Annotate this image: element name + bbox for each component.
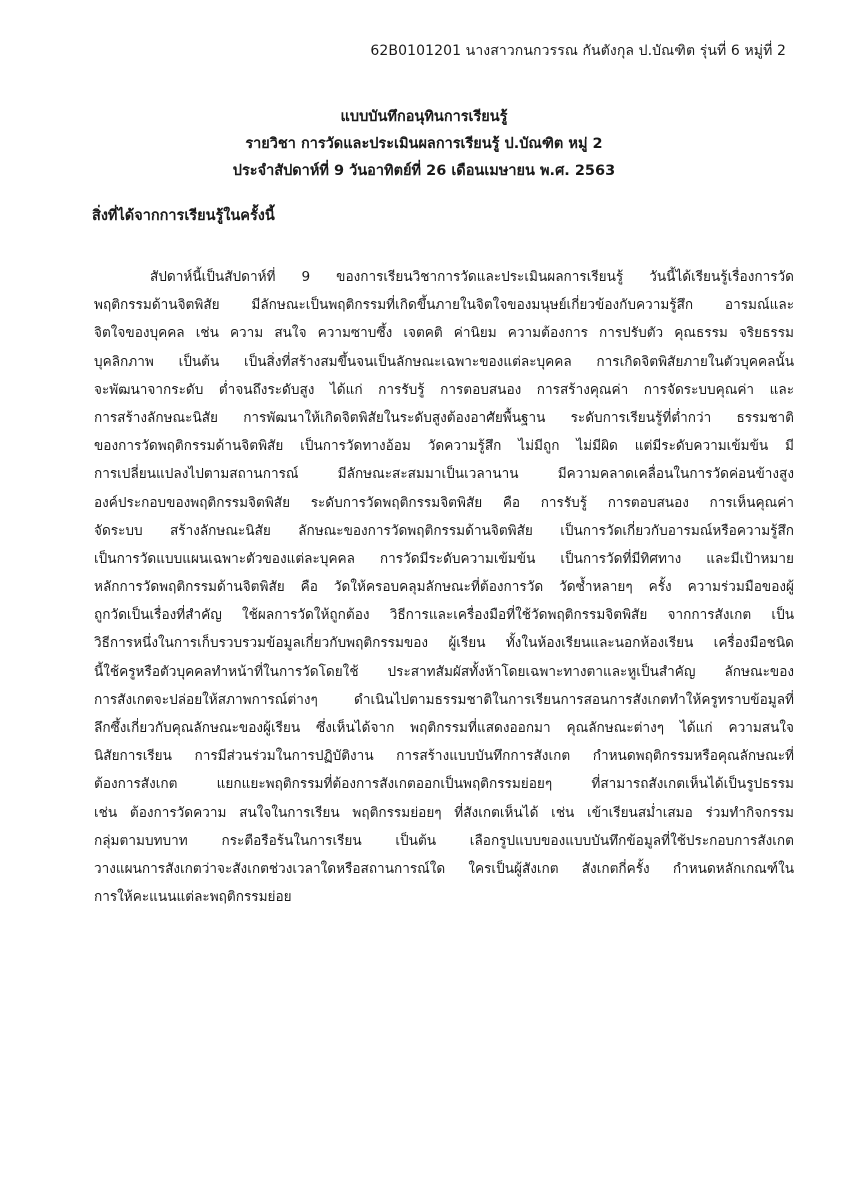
course-subtitle: รายวิชา การวัดและประเมินผลการเรียนรู้ ป.บัณฑิต หมู่ 2 <box>245 136 603 152</box>
paragraph-line: วางแผนการสังเกตว่าจะสังเกตช่วงเวลาใดหรือสถานการณ์ใด ใครเป็นผู้สังเกต สังเกตกี่ครั้ง กำหนดหลักเกณฑ์ใน <box>94 860 794 877</box>
paragraph-line: การสร้างลักษณะนิสัย การพัฒนาให้เกิดจิตพิสัยในระดับสูงต้องอาศัยพื้นฐาน ระดับการเรียนรู้ที่ต่ำกว่า ธรรมชาติ <box>94 409 794 426</box>
title-block <box>0 104 848 185</box>
paragraph-line: กลุ่มตามบทบาท กระตือรือร้นในการเรียน เป็นต้น เลือกรูปแบบของแบบบันทึกข้อมูลที่ใช้ประกอบการสังเกต <box>94 832 794 849</box>
paragraph-line: หลักการวัดพฤติกรรมด้านจิตพิสัย คือ วัดให้ครอบคลุมลักษณะที่ต้องการวัด วัดซ้ำหลายๆ ครั้ง ความร่วมมือของผู้ <box>94 579 794 596</box>
paragraph-line: จิตใจของบุคคล เช่น ความ สนใจ ความซาบซึ้ง เจตคติ ค่านิยม ความต้องการ การปรับตัว คุณธรรม จริยธรรม <box>94 325 794 342</box>
paragraph-line: การสังเกตจะปล่อยให้สภาพการณ์ต่างๆ ดำเนินไปตามธรรมชาติในการเรียนการสอนการสังเกตทำให้ครูทราบข้อมูลที่ <box>94 691 794 708</box>
paragraph-line: บุคลิกภาพ เป็นต้น เป็นสิ่งที่สร้างสมขึ้นจนเป็นลักษณะเฉพาะของแต่ละบุคคล การเกิดจิตพิสัยภายในตัวบุคคลนั้น <box>94 353 794 370</box>
paragraph-line: จะพัฒนาจากระดับ ต่ำจนถึงระดับสูง ได้แก่ การรับรู้ การตอบสนอง การสร้างคุณค่า การจัดระบบคุณค่า และ <box>94 381 794 398</box>
paragraph-line: นิสัยการเรียน การมีส่วนร่วมในการปฏิบัติงาน การสร้างแบบบันทึกการสังเกต กำหนดพฤติกรรมหรือคุณลักษณะที่ <box>94 748 794 765</box>
paragraph-line: องค์ประกอบของพฤติกรรมจิตพิสัย ระดับการวัดพฤติกรรมจิตพิสัย คือ การรับรู้ การตอบสนอง การเห็นคุณค่า <box>94 494 794 511</box>
paragraph-line: สัปดาห์นี้เป็นสัปดาห์ที่ 9 ของการเรียนวิชาการวัดและประเมินผลการเรียนรู้ วันนี้ได้เรียนรู้เรื่องการวัด <box>150 269 794 285</box>
student-info-header: 62B0101201 นางสาวกนกวรรณ กันตังกุล ป.บัณฑิต รุ่นที่ 6 หมู่ที่ 2 <box>370 43 786 59</box>
paragraph-line: ถูกวัดเป็นเรื่องที่สำคัญ ใช้ผลการวัดให้ถูกต้อง วิธีการและเครื่องมือที่ใช้วัดพฤติกรรมจิตพิสัย จากการสังเกต เป็น <box>94 607 794 624</box>
paragraph-line: ต้องการสังเกต แยกแยะพฤติกรรมที่ต้องการสังเกตออกเป็นพฤติกรรมย่อยๆ ที่สามารถสังเกตเห็นได้เป็นรูปธรรม <box>94 776 794 793</box>
paragraph-line: นี้ใช้ครูหรือตัวบุคคลทำหน้าที่ในการวัดโดยใช้ ประสาทสัมผัสทั้งห้าโดยเฉพาะทางตาและหูเป็นสำคัญ ลักษณะของ <box>94 663 794 680</box>
paragraph-line: การให้คะแนนแต่ละพฤติกรรมย่อย <box>94 889 292 906</box>
document-title: แบบบันทึกอนุทินการเรียนรู้ <box>340 109 508 125</box>
paragraph-line: ลึกซึ้งเกี่ยวกับคุณลักษณะของผู้เรียน ซึ่งเห็นได้จาก พฤติกรรมที่แสดงออกมา คุณลักษณะต่างๆ ได้แก่ ความสนใจ <box>94 720 794 736</box>
section-heading: สิ่งที่ได้จากการเรียนรู้ในครั้งนี้ <box>92 208 275 224</box>
body-paragraph <box>94 263 794 911</box>
paragraph-line: การเปลี่ยนแปลงไปตามสถานการณ์ มีลักษณะสะสมมาเป็นเวลานาน มีความคลาดเคลื่อนในการวัดค่อนข้างสูง <box>94 466 794 483</box>
paragraph-line: วิธีการหนึ่งในการเก็บรวบรวมข้อมูลเกี่ยวกับพฤติกรรมของ ผู้เรียน ทั้งในห้องเรียนและนอกห้องเรียน เครื่องมือชนิด <box>94 635 794 652</box>
paragraph-line: พฤติกรรมด้านจิตพิสัย มีลักษณะเป็นพฤติกรรมที่เกิดขึ้นภายในจิตใจของมนุษย์เกี่ยวข้องกับความรู้สึก อารมณ์และ <box>94 297 794 314</box>
paragraph-line: เช่น ต้องการวัดความ สนใจในการเรียน พฤติกรรมย่อยๆ ที่สังเกตเห็นได้ เช่น เข้าเรียนสม่ำเสมอ ร่วมทำกิจกรรม <box>94 804 794 821</box>
week-date-line: ประจำสัปดาห์ที่ 9 วันอาทิตย์ที่ 26 เดือนเมษายน พ.ศ. 2563 <box>232 163 616 179</box>
paragraph-line: ของการวัดพฤติกรรมด้านจิตพิสัย เป็นการวัดทางอ้อม วัดความรู้สึก ไม่มีถูก ไม่มีผิด แต่มีระดับความเข้มข้น มี <box>94 438 794 455</box>
paragraph-line: เป็นการวัดแบบแผนเฉพาะตัวของแต่ละบุคคล การวัดมีระดับความเข้มข้น เป็นการวัดที่มีทิศทาง และมีเป้าหมาย <box>94 550 794 567</box>
paragraph-line: จัดระบบ สร้างลักษณะนิสัย ลักษณะของการวัดพฤติกรรมด้านจิตพิสัย เป็นการวัดเกี่ยวกับอารมณ์หรือความรู้สึก <box>94 522 794 539</box>
